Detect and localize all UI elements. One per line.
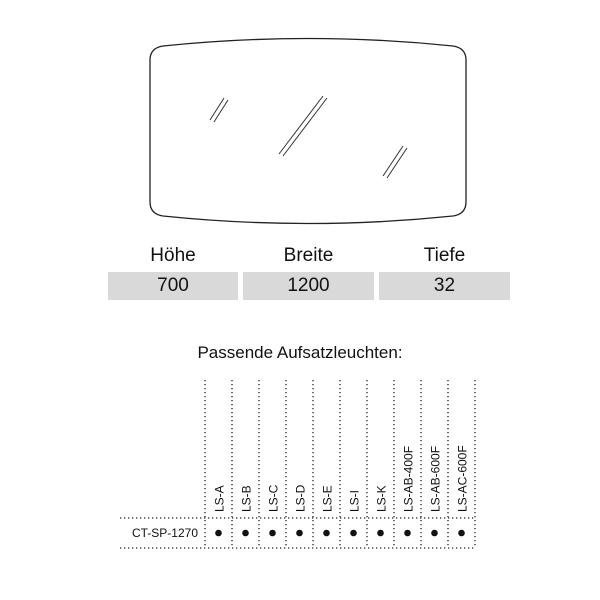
light-model-label: LS-C [266,484,281,512]
compatibility-mark [269,530,276,537]
compatibility-mark [350,530,357,537]
light-model-label: LS-K [374,485,389,512]
depth-label: Tiefe [423,245,466,266]
light-model-label: LS-A [212,485,227,512]
glass-reflection-icon [210,96,407,178]
compatibility-mark [431,530,438,537]
product-code: CT-SP-1270 [131,526,198,540]
height-value: 700 [108,272,238,300]
dimensions-value-row [108,272,510,300]
compatible-lights-title: Passende Aufsatzleuchten: [197,343,403,362]
compatibility-mark [404,530,411,537]
compatibility-mark [242,530,249,537]
compatibility-table [0,370,600,570]
compatibility-mark [296,530,303,537]
width-value: 1200 [243,272,374,300]
compatibility-mark [323,530,330,537]
light-model-label: LS-I [347,489,362,512]
light-model-label: LS-E [320,485,335,512]
light-model-label: LS-B [239,485,254,512]
light-model-label: LS-AB-400F [401,445,416,512]
compatibility-mark [458,530,465,537]
mirror-drawing [0,0,600,230]
light-model-label: LS-D [293,484,308,512]
dimensions-header-row [108,240,510,272]
light-model-label: LS-AB-600F [428,445,443,512]
compatibility-mark [377,530,384,537]
compatibility-mark [215,530,222,537]
light-model-label: LS-AC-600F [455,445,470,512]
width-label: Breite [283,245,334,266]
depth-value: 32 [379,272,510,300]
dimensions-table [108,240,510,300]
mirror-outline [150,39,466,224]
height-label: Höhe [150,245,196,266]
